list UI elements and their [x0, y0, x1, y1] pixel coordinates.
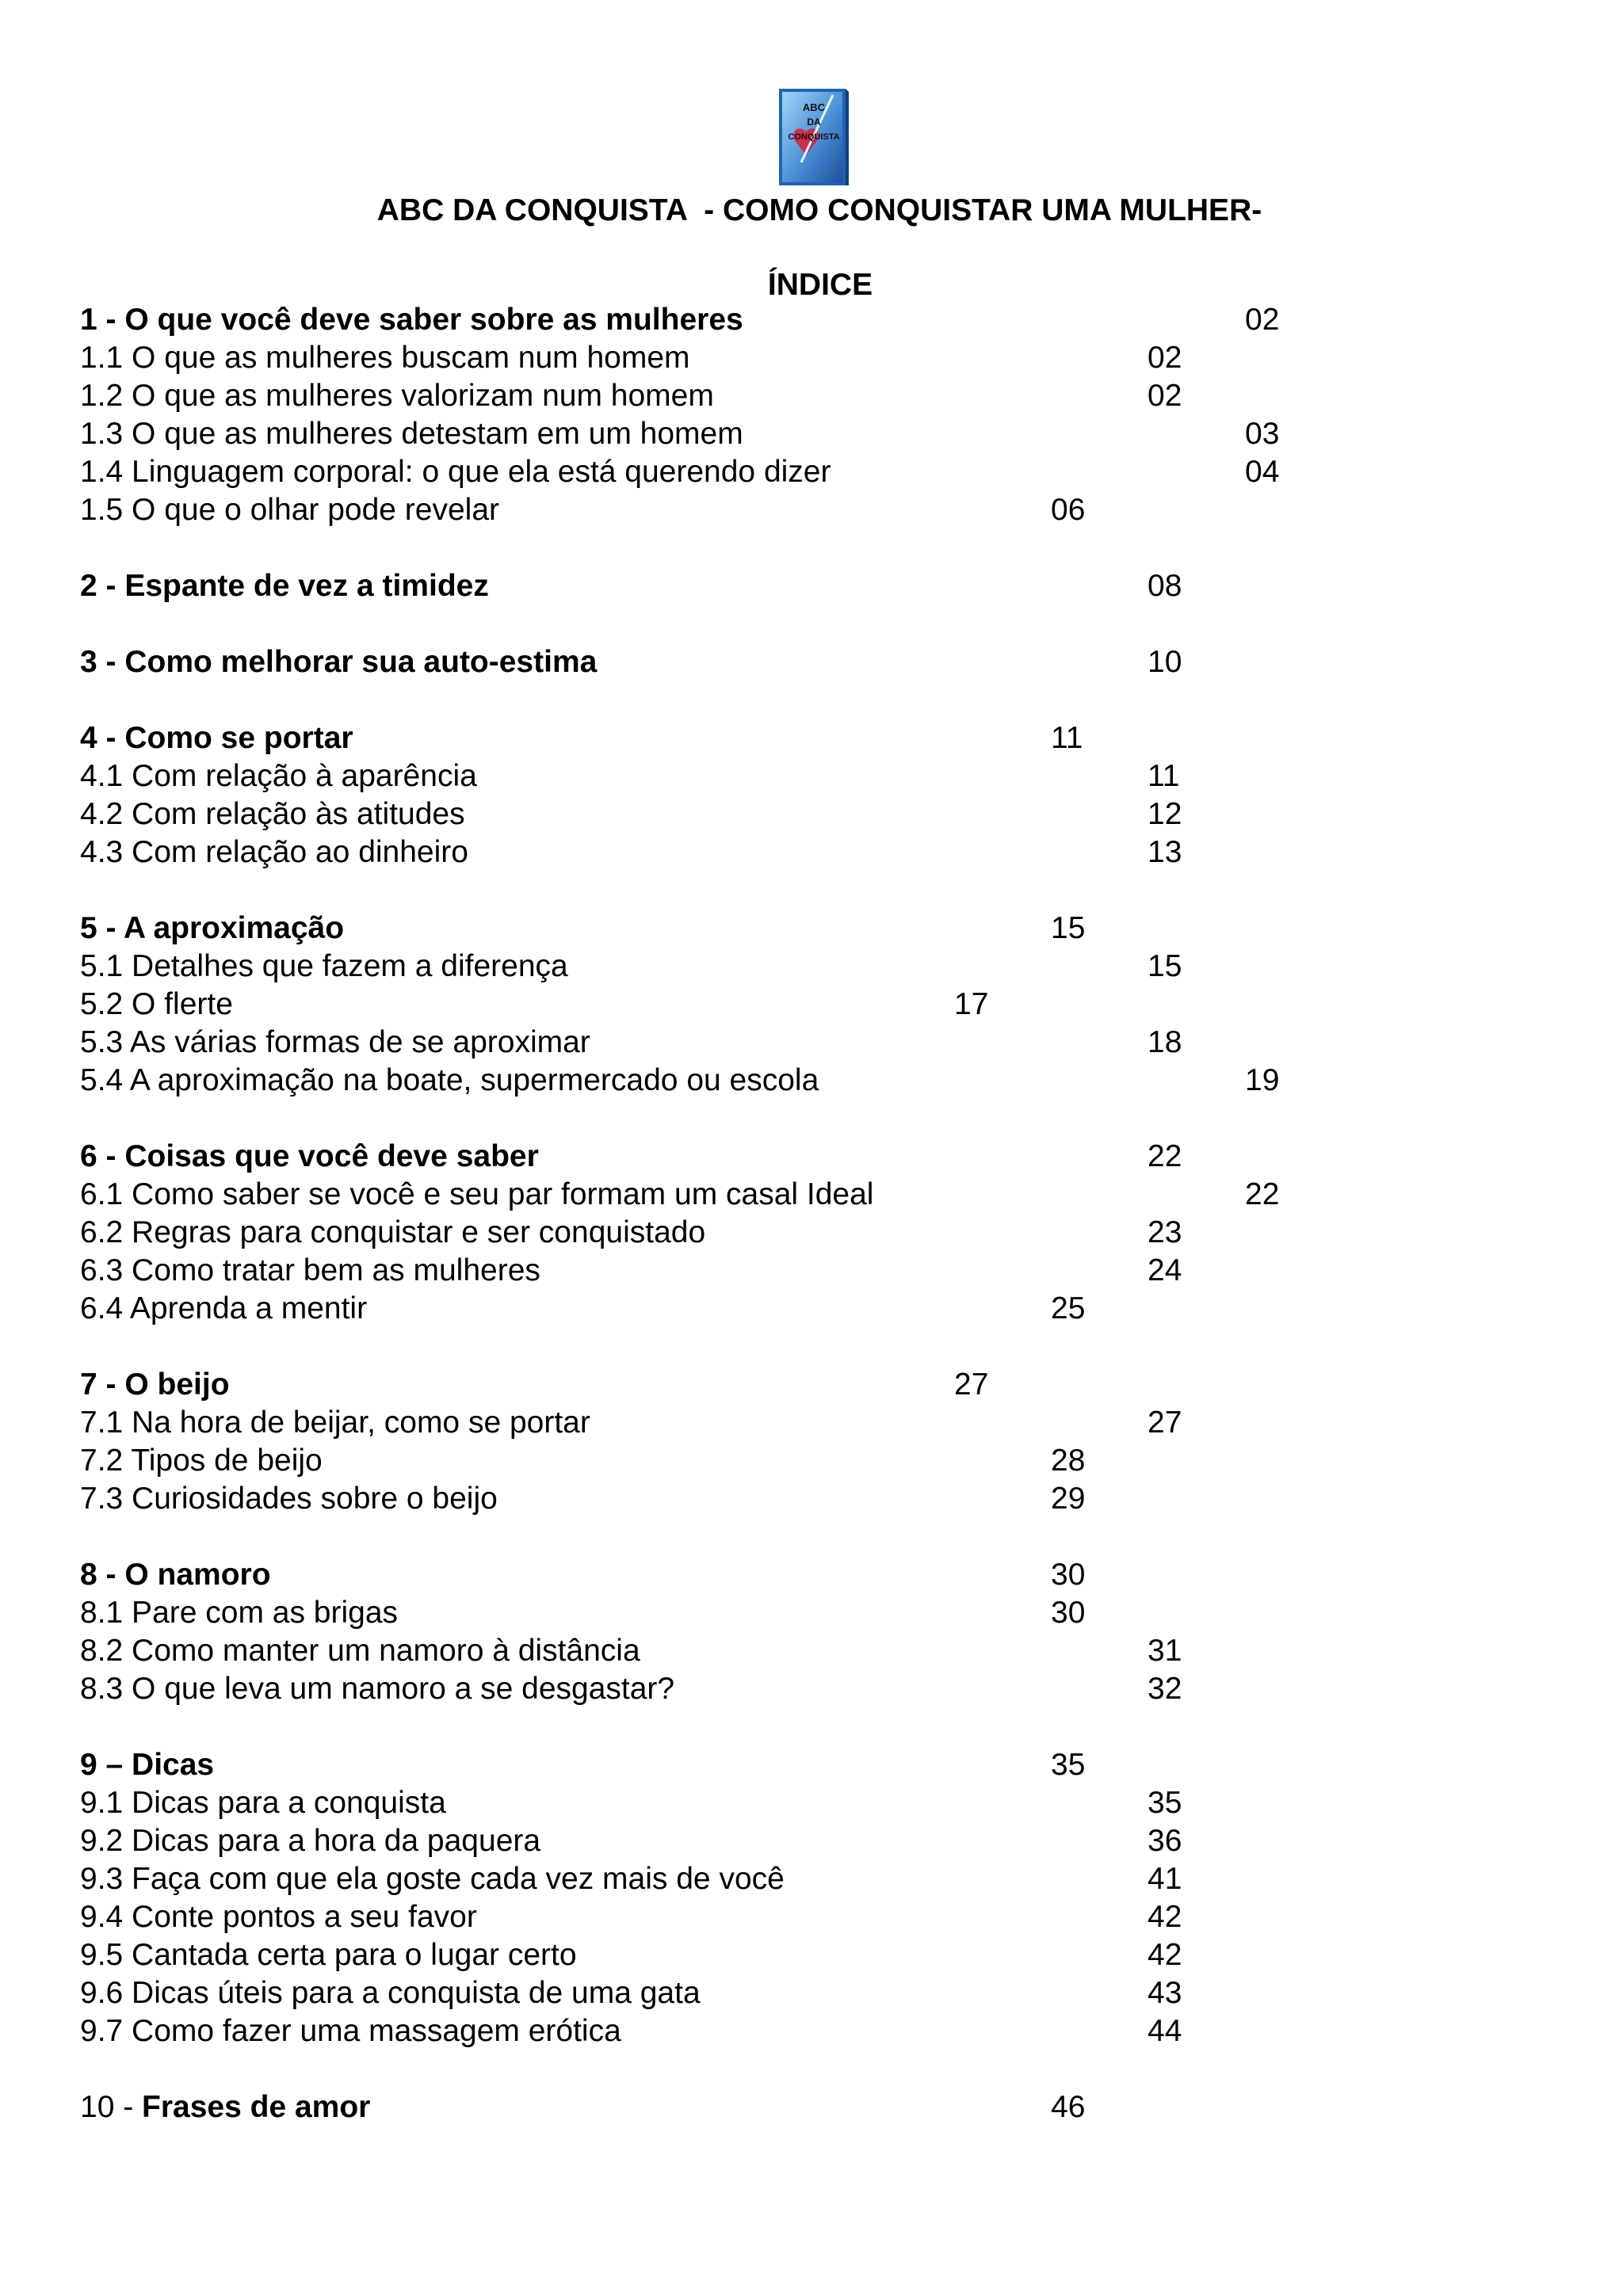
toc-entry-label: 5.1 Detalhes que fazem a diferença — [80, 949, 568, 983]
toc-entry-page: 06 — [1051, 493, 1086, 527]
toc-entry-label: 3 - Como melhorar sua auto-estima — [80, 645, 598, 679]
toc-entry-label: 5.4 A aproximação na boate, supermercado ou escola — [80, 1063, 819, 1097]
toc-entry-page: 28 — [1051, 1444, 1086, 1478]
toc-entry-label: 8.2 Como manter um namoro à distância — [80, 1634, 640, 1668]
toc-entry-page: 46 — [1051, 2090, 1086, 2124]
toc-entry-label: 8.3 O que leva um namoro a se desgastar? — [80, 1672, 675, 1706]
toc-entry-page: 35 — [1148, 1786, 1182, 1820]
toc-entry-page: 30 — [1051, 1596, 1086, 1630]
toc-entry-label: 4.1 Com relação à aparência — [80, 759, 477, 793]
toc-entry-label: 7.3 Curiosidades sobre o beijo — [80, 1482, 498, 1516]
toc-entry-label: 9.1 Dicas para a conquista — [80, 1786, 446, 1820]
logo-line-1: ABC — [802, 101, 826, 113]
toc-entry-page: 23 — [1148, 1215, 1182, 1249]
toc-entry-label: 4.3 Com relação ao dinheiro — [80, 835, 468, 869]
toc-entry-label: 6 - Coisas que você deve saber — [80, 1139, 539, 1173]
toc-entry-page: 12 — [1148, 797, 1182, 831]
toc-entry-page: 03 — [1245, 417, 1280, 451]
logo-line-3: CONQUISTA — [788, 132, 840, 142]
toc-entry-label: 9.3 Faça com que ela goste cada vez mais de você — [80, 1862, 785, 1896]
toc-entry-page: 25 — [1051, 1291, 1086, 1325]
toc-entry-label: 9.6 Dicas úteis para a conquista de uma gata — [80, 1976, 701, 2010]
toc-entry-title: Frases de amor — [142, 2090, 371, 2124]
toc-entry-page: 43 — [1148, 1976, 1182, 2010]
toc-entry-label: 9.5 Cantada certa para o lugar certo — [80, 1938, 577, 1972]
index-heading: ÍNDICE — [767, 268, 873, 302]
toc-entry-label: 6.2 Regras para conquistar e ser conquistado — [80, 1215, 706, 1249]
toc-entry-page: 13 — [1148, 835, 1182, 869]
toc-entry-page: 36 — [1148, 1824, 1182, 1858]
toc-entry-page: 22 — [1148, 1139, 1182, 1173]
toc-entry-page: 22 — [1245, 1177, 1280, 1211]
toc-entry-page: 27 — [1148, 1405, 1182, 1440]
document-title: ABC DA CONQUISTA - COMO CONQUISTAR UMA MULHER- — [376, 193, 1262, 227]
toc-entry-label: 7 - O beijo — [80, 1367, 230, 1402]
toc-entry-page: 35 — [1051, 1748, 1086, 1782]
toc-entry-label: 9 – Dicas — [80, 1748, 215, 1782]
toc-entry-label: 1.5 O que o olhar pode revelar — [80, 493, 500, 527]
toc-entry-page: 15 — [1051, 911, 1086, 945]
abc-da-conquista-book-logo — [777, 87, 850, 187]
toc-entry-label: 9.2 Dicas para a hora da paquera — [80, 1824, 541, 1858]
toc-entry-label: 4.2 Com relação às atitudes — [80, 797, 465, 831]
toc-entry-number: 10 - — [80, 2090, 143, 2124]
toc-entry-label: 7.2 Tipos de beijo — [80, 1444, 323, 1478]
toc-entry-label: 2 - Espante de vez a timidez — [80, 569, 489, 603]
book-spine — [846, 89, 849, 185]
toc-entry-page: 15 — [1148, 949, 1182, 983]
toc-entry-label: 6.4 Aprenda a mentir — [80, 1291, 368, 1325]
toc-entry-page: 04 — [1245, 455, 1280, 489]
toc-entry-page: 31 — [1148, 1634, 1182, 1668]
toc-entry-label: 4 - Como se portar — [80, 721, 353, 755]
toc-entry-page: 11 — [1051, 721, 1083, 755]
toc-entry-label: 6.3 Como tratar bem as mulheres — [80, 1253, 540, 1287]
toc-entry-page: 42 — [1148, 1938, 1182, 1972]
toc-entry-label: 5.3 As várias formas de se aproximar — [80, 1025, 590, 1059]
toc-entry-page: 30 — [1051, 1558, 1086, 1592]
toc-entry-label: 1.1 O que as mulheres buscam num homem — [80, 341, 690, 375]
toc-entry-label — [80, 2088, 370, 2126]
toc-entry-label: 9.4 Conte pontos a seu favor — [80, 1900, 477, 1934]
table-of-contents — [80, 301, 1586, 2171]
toc-entry-label: 6.1 Como saber se você e seu par formam um casal Ideal — [80, 1177, 874, 1211]
toc-entry-label: 1.2 O que as mulheres valorizam num homem — [80, 379, 714, 413]
toc-entry-page: 27 — [954, 1367, 989, 1402]
toc-entry-page: 02 — [1148, 341, 1182, 375]
toc-entry-label: 9.7 Como fazer uma massagem erótica — [80, 2014, 621, 2048]
toc-entry-page: 02 — [1148, 379, 1182, 413]
toc-entry-label: 5 - A aproximação — [80, 911, 345, 945]
toc-entry-page: 19 — [1245, 1063, 1280, 1097]
toc-entry-page: 44 — [1148, 2014, 1182, 2048]
logo-line-2: DA — [807, 116, 821, 128]
toc-entry-page: 42 — [1148, 1900, 1182, 1934]
toc-entry-page: 32 — [1148, 1672, 1182, 1706]
toc-entry-page: 02 — [1245, 303, 1280, 337]
toc-entry-page: 08 — [1148, 569, 1182, 603]
toc-entry-page: 41 — [1148, 1862, 1182, 1896]
toc-entry-label: 5.2 O flerte — [80, 987, 233, 1021]
toc-entry-page: 11 — [1148, 759, 1180, 793]
toc-entry-label: 1 - O que você deve saber sobre as mulheres — [80, 303, 743, 337]
toc-entry-label: 1.3 O que as mulheres detestam em um homem — [80, 417, 743, 451]
toc-entry-label: 1.4 Linguagem corporal: o que ela está querendo dizer — [80, 455, 831, 489]
toc-entry-page: 24 — [1148, 1253, 1182, 1287]
toc-entry-label: 7.1 Na hora de beijar, como se portar — [80, 1405, 590, 1440]
toc-entry-page: 17 — [954, 987, 989, 1021]
toc-entry-label: 8 - O namoro — [80, 1558, 271, 1592]
toc-entry-page: 29 — [1051, 1482, 1086, 1516]
toc-entry-label: 8.1 Pare com as brigas — [80, 1596, 399, 1630]
toc-entry-page: 10 — [1148, 645, 1182, 679]
toc-entry-page: 18 — [1148, 1025, 1182, 1059]
